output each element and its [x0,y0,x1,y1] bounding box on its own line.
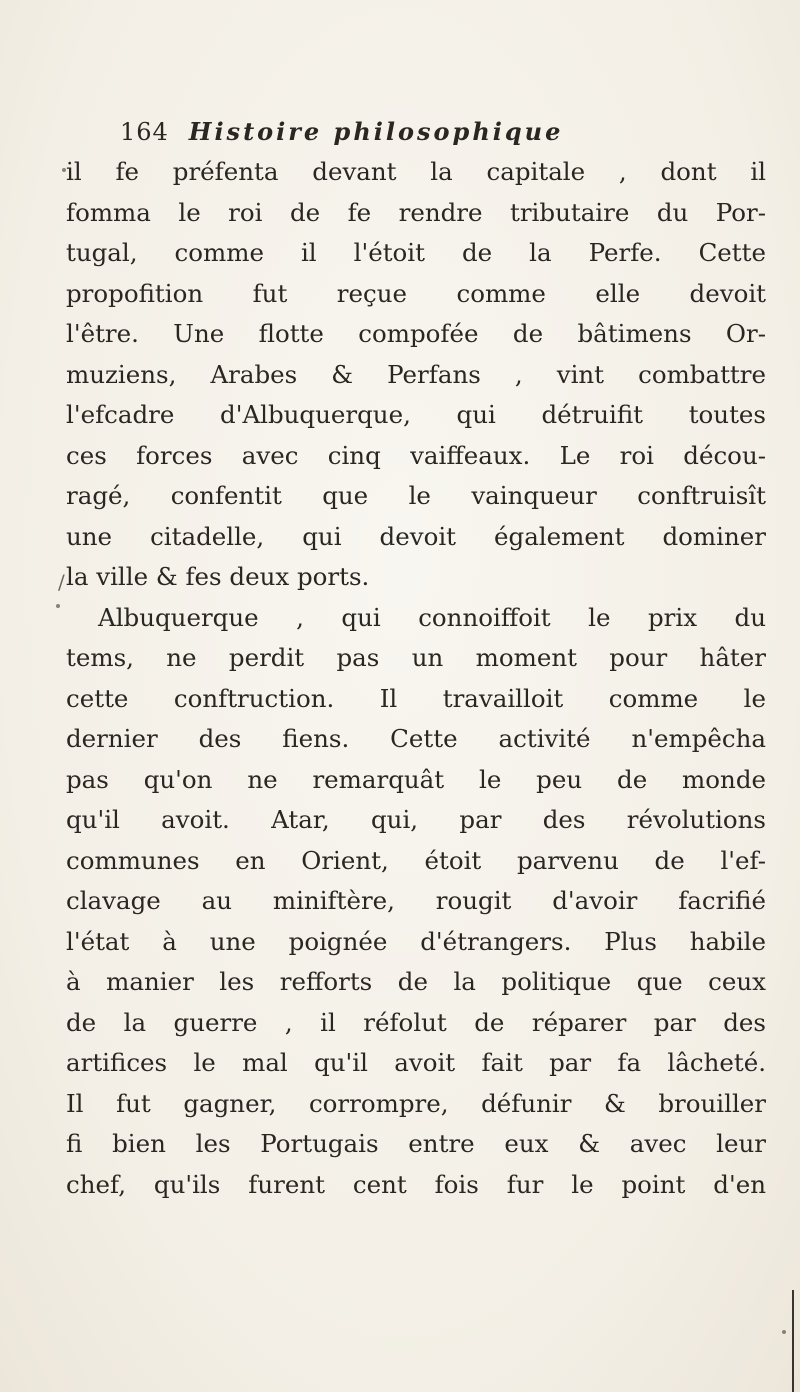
text-line: clavage au miniftère, rougit d'avoir facrifié [66,886,766,915]
margin-slash-mark: / [58,570,65,594]
margin-speck [56,604,60,608]
page-edge-line [792,1290,794,1392]
text-line: pas qu'on ne remarquât le peu de monde [66,764,766,794]
text-line: une citadelle, qui devoit également dominer [66,521,766,551]
page-number: 164 [120,118,169,146]
text-line: fi bien les Portugais entre eux & avec leur [66,1129,766,1158]
text-line: communes en Orient, étoit parvenu de l'ef- [66,845,766,875]
text-line: Il fut gagner, corrompre, défunir & brouiller [66,1088,766,1118]
text-line: dernier des fiens. Cette activité n'empêcha [66,724,766,753]
text-line: propofition fut reçue comme elle devoit [66,278,766,308]
text-line: tugal, comme il l'étoit de la Perfe. Cette [66,238,766,267]
text-line: artifices le mal qu'il avoit fait par fa lâcheté. [66,1048,766,1077]
margin-speck [782,1330,786,1334]
text-line: muziens, Arabes & Perfans , vint combattre [66,359,766,389]
text-line: l'être. Une flotte compofée de bâtimens Or- [66,319,766,348]
body-text [66,152,766,1205]
text-line: la ville & fes deux ports. [66,562,370,591]
text-line: à manier les refforts de la politique que ceux [66,967,766,996]
text-line: l'efcadre d'Albuquerque, qui détruifit toutes [66,400,766,429]
text-line: fomma le roi de fe rendre tributaire du Por- [66,197,766,227]
text-line: cette conftruction. Il travailloit comme le [66,683,766,713]
text-line: ces forces avec cinq vaiffeaux. Le roi décou- [66,440,766,470]
text-line: il fe préfenta devant la capitale , dont il [66,157,766,186]
text-line: chef, qu'ils furent cent fois fur le point d'en [66,1169,766,1199]
margin-speck [62,168,66,172]
text-line: l'état à une poignée d'étrangers. Plus habile [66,926,766,956]
text-line: Albuquerque , qui connoiffoit le prix du [98,602,766,632]
text-line: tems, ne perdit pas un moment pour hâter [66,643,766,672]
text-line: de la guerre , il réfolut de réparer par des [66,1007,766,1037]
text-line: qu'il avoit. Atar, qui, par des révolutions [66,805,766,834]
running-title: Histoire philosophique [188,117,564,146]
page-header [120,112,770,152]
text-line: ragé, confentit que le vainqueur conftruisît [66,481,766,510]
